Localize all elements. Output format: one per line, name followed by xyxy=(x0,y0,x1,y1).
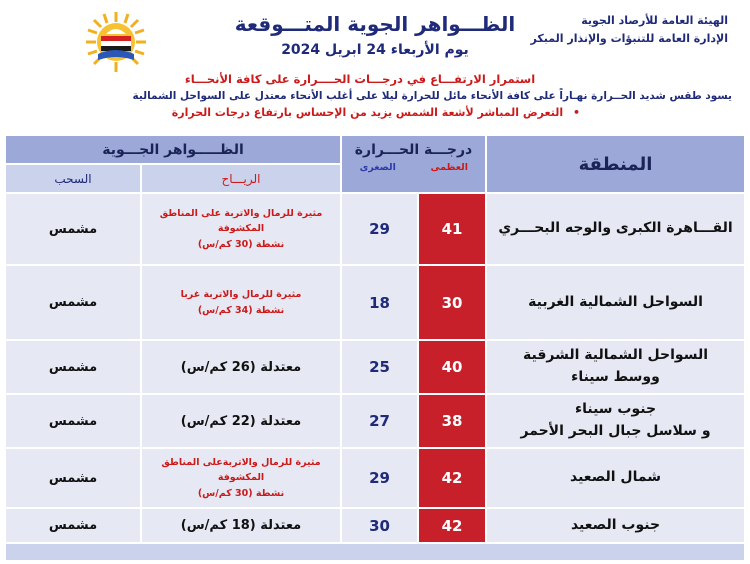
forecast-date: يوم الأربعاء 24 ابريل 2024 xyxy=(281,42,469,58)
region-name-line2: ووسط سيناء xyxy=(571,369,660,385)
cloud-cell: مشمس xyxy=(6,395,140,447)
region-cell xyxy=(487,266,744,339)
max-temp-cell: 40 xyxy=(419,341,485,393)
region-cell xyxy=(487,395,744,447)
column-header-wind: الريـــاح xyxy=(142,165,340,192)
sun-warning-note xyxy=(150,106,580,119)
headline-note: استمرار الارتفـــاع في درجـــات الحــــرارة على كافة الأنحـــاء xyxy=(184,72,536,86)
wind-cell: معتدلة (18 كم/س) xyxy=(142,509,340,542)
bullet-icon: • xyxy=(572,106,580,119)
wind-cell: معتدلة (22 كم/س) xyxy=(142,395,340,447)
page-title: الظـــواهر الجوية المتـــوقعة xyxy=(234,12,516,36)
region-name-line2: و سلاسل جبال البحر الأحمر xyxy=(520,423,711,439)
region-name: السواحل الشمالية الشرقية xyxy=(523,347,709,364)
wind-speed: نشطة (30 كم/س) xyxy=(197,487,285,499)
wind-cell xyxy=(142,449,340,507)
wind-cell: معتدلة (26 كم/س) xyxy=(142,341,340,393)
column-header-clouds: السحب xyxy=(6,165,140,192)
min-temp-cell: 18 xyxy=(342,266,417,339)
min-temp-cell: 27 xyxy=(342,395,417,447)
region-cell xyxy=(487,194,744,264)
cloud-cell: مشمس xyxy=(6,509,140,542)
wind-description: مثيرة للرمال والاتربةعلى المناطق المكشوفة xyxy=(161,457,321,484)
min-label: الصغرى xyxy=(359,162,396,173)
region-cell xyxy=(487,509,744,542)
sun-warning-text: التعرض المباشر لأشعة الشمس يزيد من الإحساس بارتفاع درجات الحرارة xyxy=(171,106,564,119)
wind-cell xyxy=(142,266,340,339)
region-name: شمال الصعيد xyxy=(570,469,661,486)
weather-summary-note: يسود طقس شديد الحــرارة نهـاراً على كافة الأنحاء مائل للحرارة ليلا على أغلب الأنحاء معتدل على السواحل الشمالية xyxy=(132,90,732,102)
column-header-phenomena: الظـــــواهر الجـــوية xyxy=(6,136,340,163)
report-header xyxy=(0,0,750,132)
max-label: العظمى xyxy=(430,162,468,173)
min-temp-cell: 29 xyxy=(342,449,417,507)
temperature-sublabels xyxy=(342,162,485,173)
region-name: جنوب الصعيد xyxy=(570,516,661,533)
org-department: الإدارة العامة للتنبؤات والإنذار المبكر xyxy=(530,32,728,45)
cloud-cell: مشمس xyxy=(6,266,140,339)
wind-cell xyxy=(142,194,340,264)
max-temp-cell: 41 xyxy=(419,194,485,264)
region-cell xyxy=(487,449,744,507)
forecast-table xyxy=(6,136,744,542)
temperature-label: درجـــة الحـــرارة xyxy=(354,142,473,158)
wind-description: مثيرة للرمال والاتربة غربا xyxy=(180,289,302,301)
cloud-cell: مشمس xyxy=(6,341,140,393)
region-cell xyxy=(487,341,744,393)
wind-speed: نشطة (34 كم/س) xyxy=(197,304,285,316)
footer-bar xyxy=(6,544,744,560)
min-temp-cell: 25 xyxy=(342,341,417,393)
wind-speed: نشطة (30 كم/س) xyxy=(197,238,285,250)
max-temp-cell: 42 xyxy=(419,449,485,507)
cloud-cell: مشمس xyxy=(6,449,140,507)
wind-description: مثيرة للرمال والاتربة على المناطق المكشوفة xyxy=(159,208,323,235)
org-name: الهيئة العامة للأرصاد الجوية xyxy=(581,14,728,27)
cloud-cell: مشمس xyxy=(6,194,140,264)
column-header-region: المنطقة xyxy=(487,136,744,192)
max-temp-cell: 42 xyxy=(419,509,485,542)
max-temp-cell: 30 xyxy=(419,266,485,339)
ema-logo-icon xyxy=(84,10,148,74)
min-temp-cell: 30 xyxy=(342,509,417,542)
region-name: السواحل الشمالية الغربية xyxy=(528,293,703,310)
max-temp-cell: 38 xyxy=(419,395,485,447)
region-name: القـــاهرة الكبرى والوجه البحـــري xyxy=(498,220,733,237)
column-header-temperature xyxy=(342,136,485,192)
min-temp-cell: 29 xyxy=(342,194,417,264)
region-name: جنوب سيناء xyxy=(574,401,657,418)
